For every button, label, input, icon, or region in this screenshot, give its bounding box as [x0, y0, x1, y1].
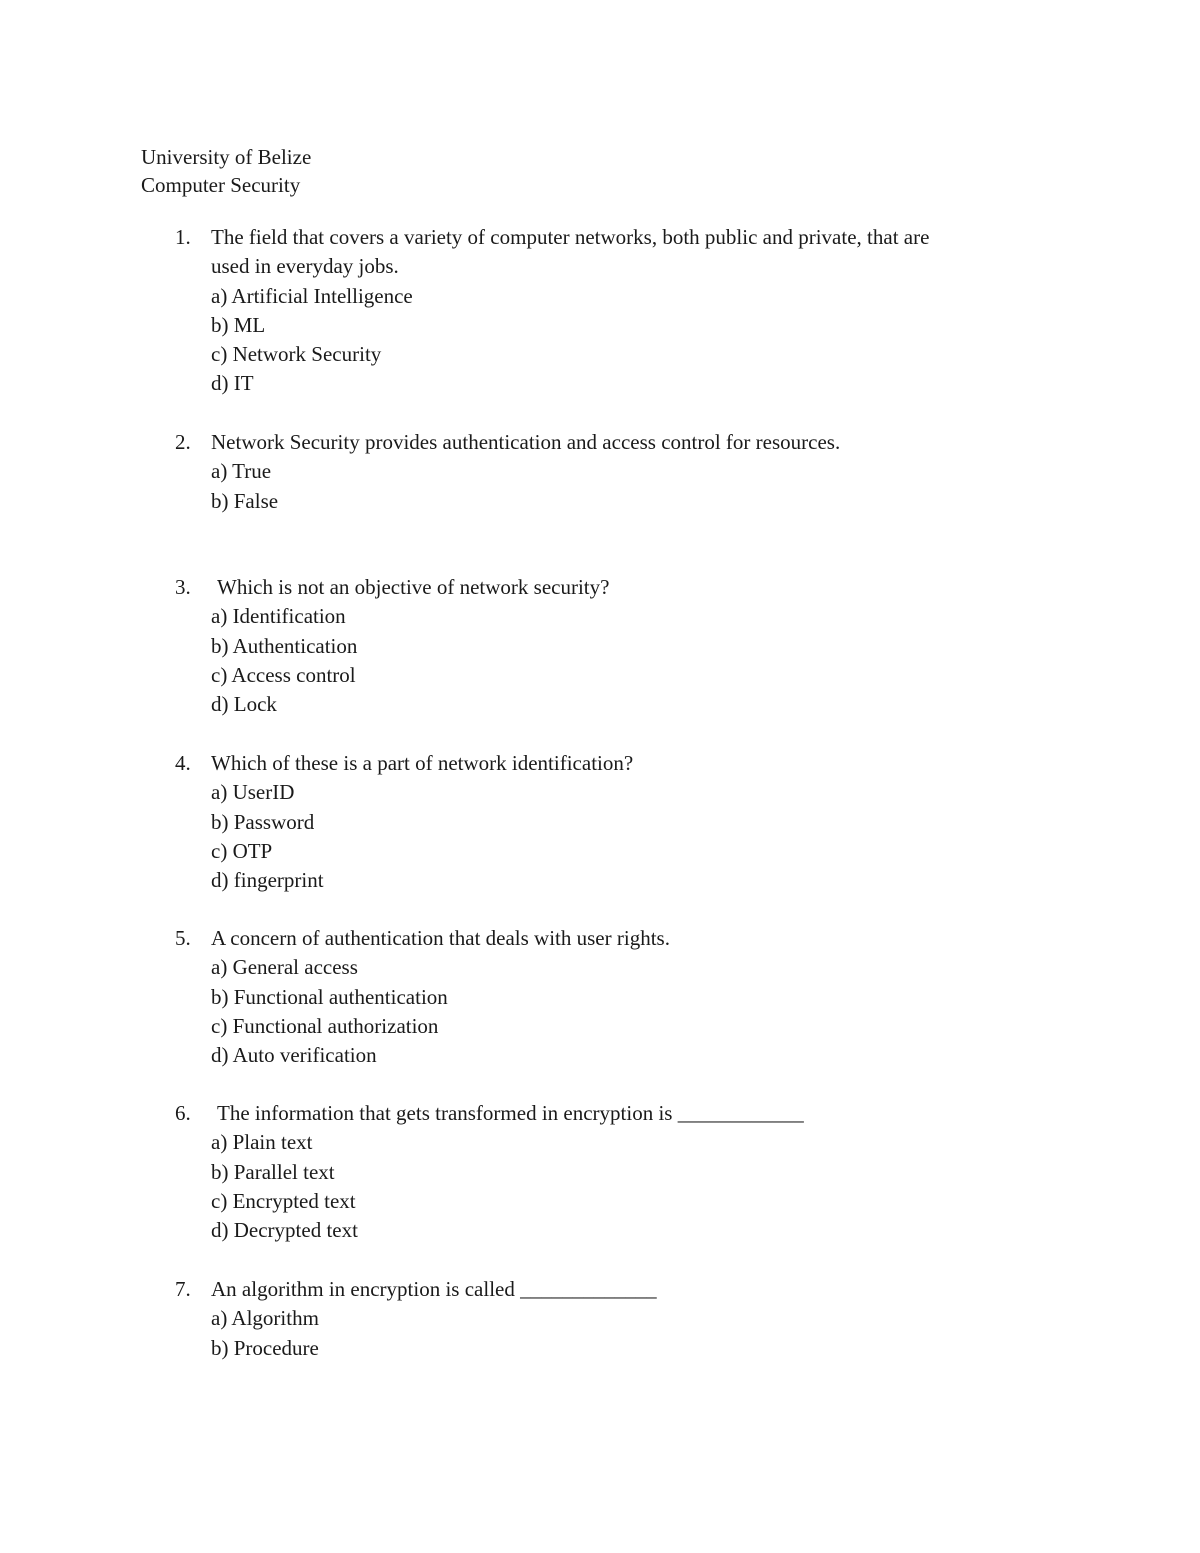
- answer-option: c) Encrypted text: [211, 1188, 356, 1213]
- question-text: [211, 428, 1041, 457]
- answer-options: [211, 282, 413, 399]
- answer-options: [211, 1128, 358, 1245]
- answer-options: [211, 953, 448, 1070]
- answer-option: b) False: [211, 488, 279, 513]
- answer-option: d) Lock: [211, 692, 277, 717]
- question-text: [211, 1275, 1041, 1304]
- answer-option: a) UserID: [211, 780, 295, 805]
- question-text-line: An algorithm in encryption is called _____________: [211, 1277, 657, 1301]
- course-title: Computer Security: [141, 173, 301, 197]
- document-header: [141, 143, 311, 199]
- answer-option: d) fingerprint: [211, 868, 324, 893]
- question-number: 2.: [175, 430, 191, 454]
- answer-option: a) Plain text: [211, 1130, 313, 1155]
- question-number: 1.: [175, 225, 191, 249]
- question-text-line: The information that gets transformed in encryption is ____________: [217, 1101, 804, 1125]
- answer-option: b) Authentication: [211, 633, 358, 658]
- question-text-line: used in everyday jobs.: [211, 254, 399, 279]
- answer-option: b) ML: [211, 312, 266, 337]
- answer-options: [211, 1304, 319, 1363]
- answer-option: b) Password: [211, 809, 315, 834]
- answer-option: b) Procedure: [211, 1335, 319, 1360]
- answer-options: [211, 602, 357, 719]
- question-text: [217, 1099, 1047, 1128]
- question-text-line: Which of these is a part of network identification?: [211, 751, 634, 775]
- question-text-line: Network Security provides authentication and access control for resources.: [211, 430, 841, 454]
- question-number: 4.: [175, 751, 191, 775]
- question-number: 6.: [175, 1101, 191, 1125]
- answer-option: a) True: [211, 459, 272, 484]
- answer-option: d) Decrypted text: [211, 1218, 358, 1243]
- question-number: 5.: [175, 926, 191, 950]
- answer-option: a) General access: [211, 955, 358, 980]
- answer-option: c) Access control: [211, 662, 356, 687]
- answer-option: c) OTP: [211, 838, 273, 863]
- question-text: [211, 749, 1041, 778]
- question-text: [211, 223, 1041, 282]
- answer-options: [211, 457, 278, 516]
- answer-option: c) Network Security: [211, 342, 382, 367]
- answer-option: d) Auto verification: [211, 1043, 377, 1068]
- university-name: University of Belize: [141, 145, 312, 169]
- answer-option: a) Identification: [211, 604, 346, 629]
- question-number: 3.: [175, 575, 191, 599]
- question-text: [211, 924, 1041, 953]
- question-text-line: A concern of authentication that deals with user rights.: [211, 926, 670, 950]
- answer-option: a) Algorithm: [211, 1306, 319, 1331]
- answer-option: b) Functional authentication: [211, 984, 448, 1009]
- question-text-line: The field that covers a variety of computer networks, both public and private, that are: [211, 225, 930, 249]
- answer-option: c) Functional authorization: [211, 1013, 439, 1038]
- question-text: [217, 573, 1047, 602]
- question-text-line: Which is not an objective of network security?: [217, 575, 610, 599]
- question-number: 7.: [175, 1277, 191, 1301]
- answer-option: b) Parallel text: [211, 1159, 335, 1184]
- answer-option: d) IT: [211, 371, 254, 396]
- answer-options: [211, 778, 324, 895]
- answer-option: a) Artificial Intelligence: [211, 283, 413, 308]
